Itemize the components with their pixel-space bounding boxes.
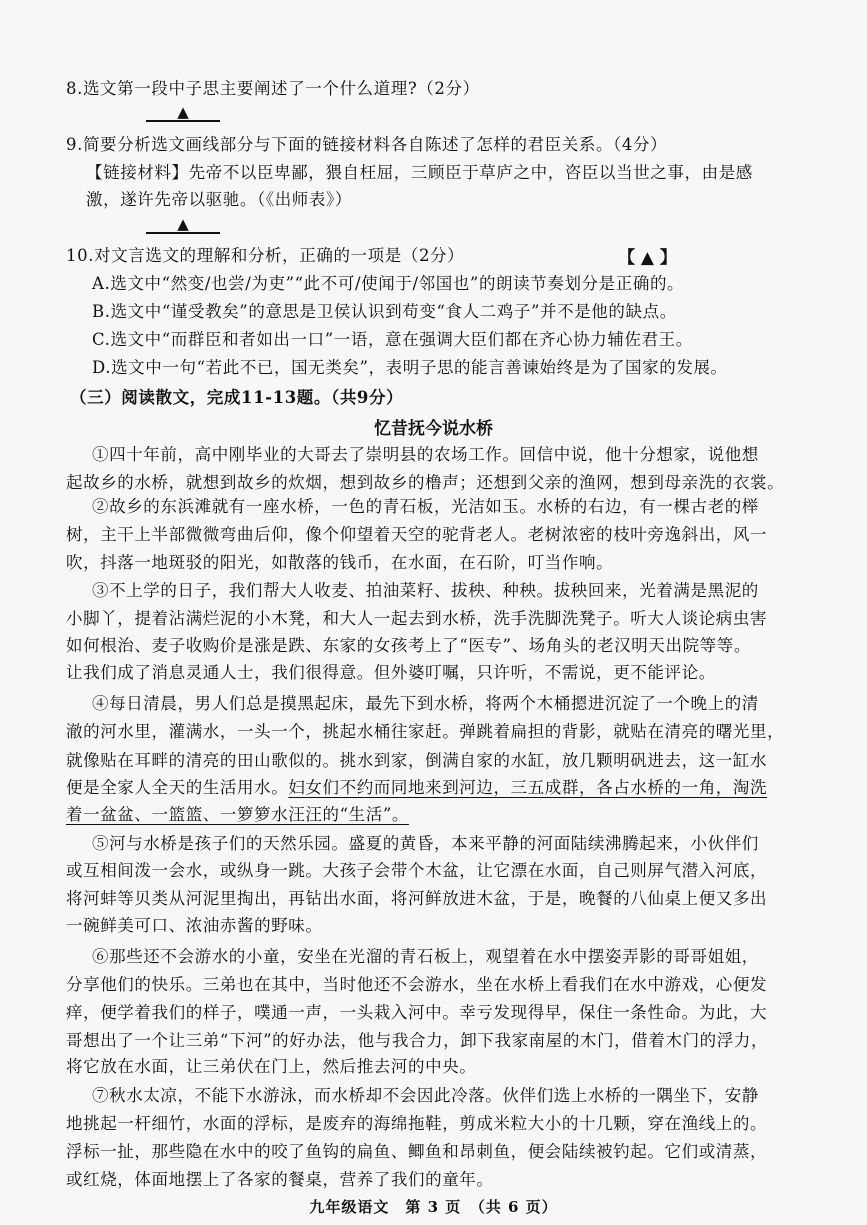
essay-line: 或红烧，体面地摆上了各家的餐桌，营养了我们的童年。 xyxy=(66,1170,494,1189)
essay-line: 分享他们的快乐。三弟也在其中，当时他还不会游水，坐在水桥上看我们在水中游戏，心便发 xyxy=(66,975,768,994)
underlined-passage-2: 着一盆盆、一篮篮、一箩箩水汪汪的“生活”。 xyxy=(66,805,409,824)
option-d: D.选文中一句“若此不已，国无类矣”，表明子思的能言善谏始终是为了国家的发展。 xyxy=(92,358,728,377)
question-10: 10.对文言选文的理解和分析，正确的一项是（2分） xyxy=(66,246,465,265)
question-8: 8.选文第一段中子思主要阐述了一个什么道理?（2分） xyxy=(66,79,480,98)
essay-line: ⑤河与水桥是孩子们的天然乐园。盛夏的黄昏，本来平静的河面陆续沸腾起来，小伙伴们 xyxy=(92,834,759,853)
essay-line: 哥想出了一个让三弟“下河”的好办法，他与我合力，卸下我家南屋的木门，借着木门的浮力， xyxy=(66,1031,769,1050)
essay-line: 就像贴在耳畔的清亮的田山歌似的。挑水到家，倒满自家的水缸，放几颗明矾进去，这一缸水 xyxy=(66,751,768,770)
essay-line: 小脚丫，提着沾满烂泥的小木凳，和大人一起去到水桥，洗手洗脚洗凳子。听大人谈论病虫害 xyxy=(66,609,768,628)
essay-line: 将它放在水面，让三弟伏在门上，然后推去河的中央。 xyxy=(66,1057,477,1076)
link-material-line-1: 【链接材料】先帝不以臣卑鄙，猥自枉屈，三顾臣于草庐之中，咨臣以当世之事，由是感 xyxy=(86,163,753,182)
essay-line: 或互相间泼一会水，或纵身一跳。大孩子会带个木盆，让它漂在水面，自己则屏气潜入河底， xyxy=(66,861,768,880)
page-footer: 九年级语文 第 3 页 （共 6 页） xyxy=(309,1198,558,1216)
essay-line: 树，主干上半部微微弯曲后仰，像个仰望着天空的驼背老人。老树浓密的枝叶旁逸斜出，风一 xyxy=(66,525,768,544)
essay-line: ⑥那些还不会游水的小童，安坐在光溜的青石板上，观望着在水中摆姿弄影的哥哥姐姐， xyxy=(92,947,759,966)
essay-line: ⑦秋水太凉，不能下水游泳，而水桥却不会因此冷落。伙伴们选上水桥的一隅坐下，安静 xyxy=(92,1086,759,1105)
answer-blank-9: ▲ xyxy=(146,216,220,234)
question-9: 9.简要分析选文画线部分与下面的链接材料各自陈述了怎样的君臣关系。（4分） xyxy=(66,135,668,154)
essay-line: 如何根治、麦子收购价是涨是跌、东家的女孩考上了“医专”、场角头的老汉明天出院等等。 xyxy=(66,636,751,655)
answer-bracket-10: 【 ▲ 】 xyxy=(618,248,677,268)
option-c: C.选文中“而群臣和者如出一口”一语，意在强调大臣们都在齐心协力辅佐君王。 xyxy=(92,330,693,349)
essay-line: 起故乡的水桥，就想到故乡的炊烟，想到故乡的橹声；还想到父亲的渔网，想到母亲洗的衣裳。 xyxy=(66,473,785,492)
essay-line: 地挑起一杆细竹，水面的浮标，是废弃的海绵拖鞋，剪成米粒大小的十几颗，穿在渔线上的。 xyxy=(66,1114,768,1133)
section-3-heading: （三）阅读散文，完成11-13题。（共9分） xyxy=(70,388,404,407)
link-material-line-2: 激，遂许先帝以驱驰。（《出师表》） xyxy=(86,190,352,209)
essay-line: 澈的河水里，灌满水，一头一个，挑起水桶往家赶。弹跳着扁担的背影，就贴在清亮的曙光里， xyxy=(66,722,785,741)
option-b: B.选文中“谨受教矣”的意思是卫侯认识到苟变“食人二鸡子”并不是他的缺点。 xyxy=(92,302,677,321)
essay-line: 让我们成了消息灵通人士，我们很得意。但外婆叮嘱，只许听，不需说，更不能评论。 xyxy=(66,663,716,682)
underlined-passage-1: 妇女们不约而同地来到河边，三五成群，各占水桥的一角，淘洗 xyxy=(288,778,768,797)
essay-text: 便是全家人全天的生活用水。 xyxy=(66,778,289,797)
essay-line: 将河蚌等贝类从河泥里掏出，再钻出水面，将河鲜放进木盆，于是，晚餐的八仙桌上便又多出 xyxy=(66,889,768,908)
essay-line: ②故乡的东浜滩就有一座水桥，一色的青石板，光洁如玉。水桥的右边，有一棵古老的榉 xyxy=(92,497,759,516)
essay-line xyxy=(66,775,767,800)
essay-line: 吹，抖落一地斑驳的阳光，如散落的钱币，在水面，在石阶，叮当作响。 xyxy=(66,553,614,572)
essay-line: ③不上学的日子，我们帮大人收麦、拍油菜籽、拔秧、种秧。拔秧回来，光着满是黑泥的 xyxy=(92,581,759,600)
essay-line: ①四十年前，高中刚毕业的大哥去了崇明县的农场工作。回信中说，他十分想家，说他想 xyxy=(92,445,759,464)
answer-blank-8: ▲ xyxy=(146,104,220,122)
essay-line: 浮标一扯，那些隐在水中的咬了鱼钩的扁鱼、鲫鱼和昂刺鱼，便会陆续被钓起。它们或清蒸， xyxy=(66,1142,768,1161)
option-a: A.选文中“然变/也尝/为吏”“此不可/使闻于/邻国也”的朗读节奏划分是正确的。 xyxy=(92,274,685,293)
essay-line: ④每日清晨，男人们总是摸黑起床，最先下到水桥，将两个木桶摁进沉淀了一个晚上的清 xyxy=(92,694,759,713)
essay-title: 忆昔抚今说水桥 xyxy=(374,419,493,439)
essay-line: 痒，便学着我们的样子，噗通一声，一头栽入河中。幸亏发现得早，保住一条性命。为此，大 xyxy=(66,1003,768,1022)
essay-line: 一碗鲜美可口、浓油赤酱的野味。 xyxy=(66,916,323,935)
